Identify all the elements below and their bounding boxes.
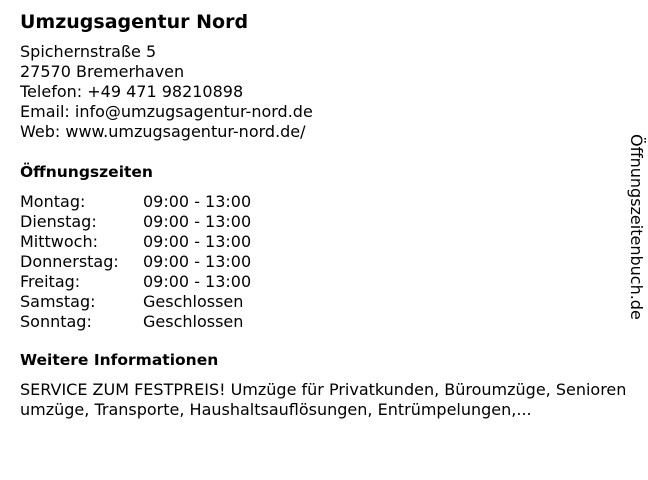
hours-day: Freitag: <box>20 272 81 291</box>
hours-time: Geschlossen <box>143 312 244 331</box>
hours-day: Samstag: <box>20 292 96 311</box>
email-address: Email: info@umzugsagentur-nord.de <box>20 102 313 121</box>
hours-row <box>20 272 251 292</box>
hours-time: 09:00 - 13:00 <box>143 252 252 271</box>
business-name: Umzugsagentur Nord <box>20 11 249 33</box>
hours-time: Geschlossen <box>143 292 244 311</box>
opening-hours-table <box>20 192 251 332</box>
further-info-text: SERVICE ZUM FESTPREIS! Umzüge für Privatkunden, Büroumzüge, Seniorenumzüge, Transporte, Haushaltsauflösungen, Entrümpelungen,... <box>20 380 627 419</box>
hours-day: Montag: <box>20 192 86 211</box>
hours-time: 09:00 - 13:00 <box>143 212 252 231</box>
hours-day: Mittwoch: <box>20 232 98 251</box>
hours-row <box>20 192 251 212</box>
hours-time: 09:00 - 13:00 <box>143 192 252 211</box>
hours-row <box>20 312 251 332</box>
hours-row <box>20 232 251 252</box>
hours-row <box>20 292 251 312</box>
business-card <box>20 10 627 420</box>
address-block <box>20 42 620 142</box>
city-address: 27570 Bremerhaven <box>20 62 185 81</box>
hours-day: Dienstag: <box>20 212 97 231</box>
opening-hours-heading: Öffnungszeiten <box>20 163 153 181</box>
phone-number: Telefon: +49 471 98210898 <box>20 82 244 101</box>
further-info-heading: Weitere Informationen <box>20 351 219 369</box>
website-address: Web: www.umzugsagentur-nord.de/ <box>20 122 306 141</box>
hours-day: Sonntag: <box>20 312 92 331</box>
hours-time: 09:00 - 13:00 <box>143 272 252 291</box>
hours-time: 09:00 - 13:00 <box>143 232 252 251</box>
site-watermark-label: Öffnungszeitenbuch.de <box>627 134 646 320</box>
hours-row <box>20 252 251 272</box>
hours-day: Donnerstag: <box>20 252 119 271</box>
street-address: Spichernstraße 5 <box>20 42 157 61</box>
hours-row <box>20 212 251 232</box>
